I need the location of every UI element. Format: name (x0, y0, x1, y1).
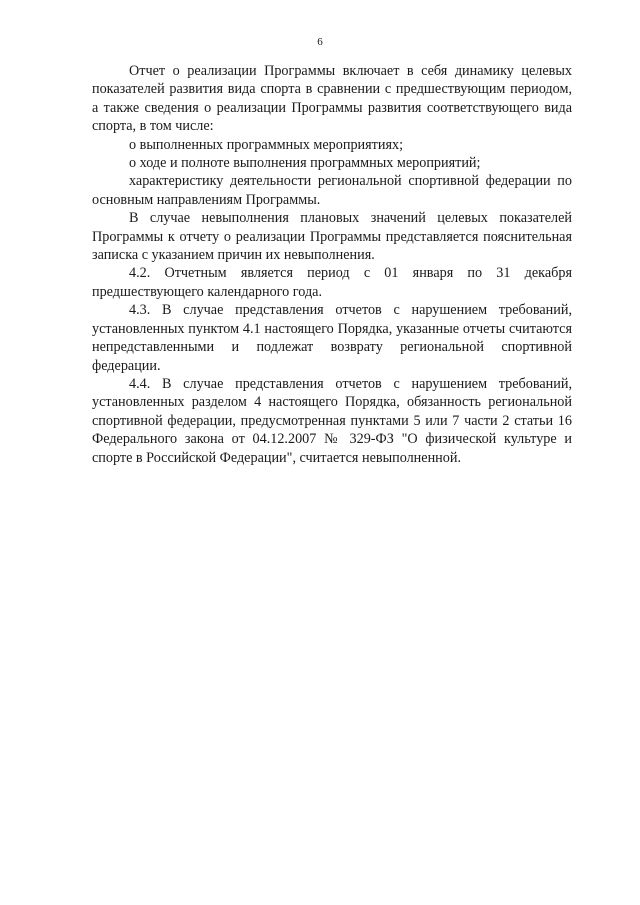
document-body (92, 62, 572, 467)
paragraph-report-contents: Отчет о реализации Программы включает в себя динамику целевых показателей развития вида спорта в сравнении с предшествующим периодом, а также сведения о реализации Программы развития соответствующего вида спорта, в том числе: (92, 63, 572, 135)
paragraph-4-4: 4.4. В случае представления отчетов с нарушением требований, установленных разделом 4 настоящего Порядка, обязанность региональной спортивной федерации, предусмотренная пунктами 5 или 7 части 2 статьи 16 Федерального закона от 04.12.2007 № 329-ФЗ "О физической культуре и спорте в Российской Федерации", считается невыполненной. (92, 375, 572, 466)
page-number: 6 (317, 36, 323, 48)
paragraph-4-3: 4.3. В случае представления отчетов с нарушением требований, установленных пунктом 4.1 настоящего Порядка, указанные отчеты считаются непредставленными и подлежат возврату региональной спортивной федерации. (92, 302, 572, 374)
paragraph-explanatory-note: В случае невыполнения плановых значений целевых показателей Программы к отчету о реализации Программы представляется пояснительная записка с указанием причин их невыполнения. (92, 210, 572, 264)
paragraph-federation-characteristics: характеристику деятельности региональной спортивной федерации по основным направлениям Программы. (92, 173, 572, 208)
paragraph-progress-activities: о ходе и полноте выполнения программных мероприятий; (129, 155, 481, 172)
paragraph-completed-activities: о выполненных программных мероприятиях; (129, 136, 404, 153)
paragraph-4-2: 4.2. Отчетным является период с 01 января по 31 декабря предшествующего календарного года. (92, 265, 572, 300)
